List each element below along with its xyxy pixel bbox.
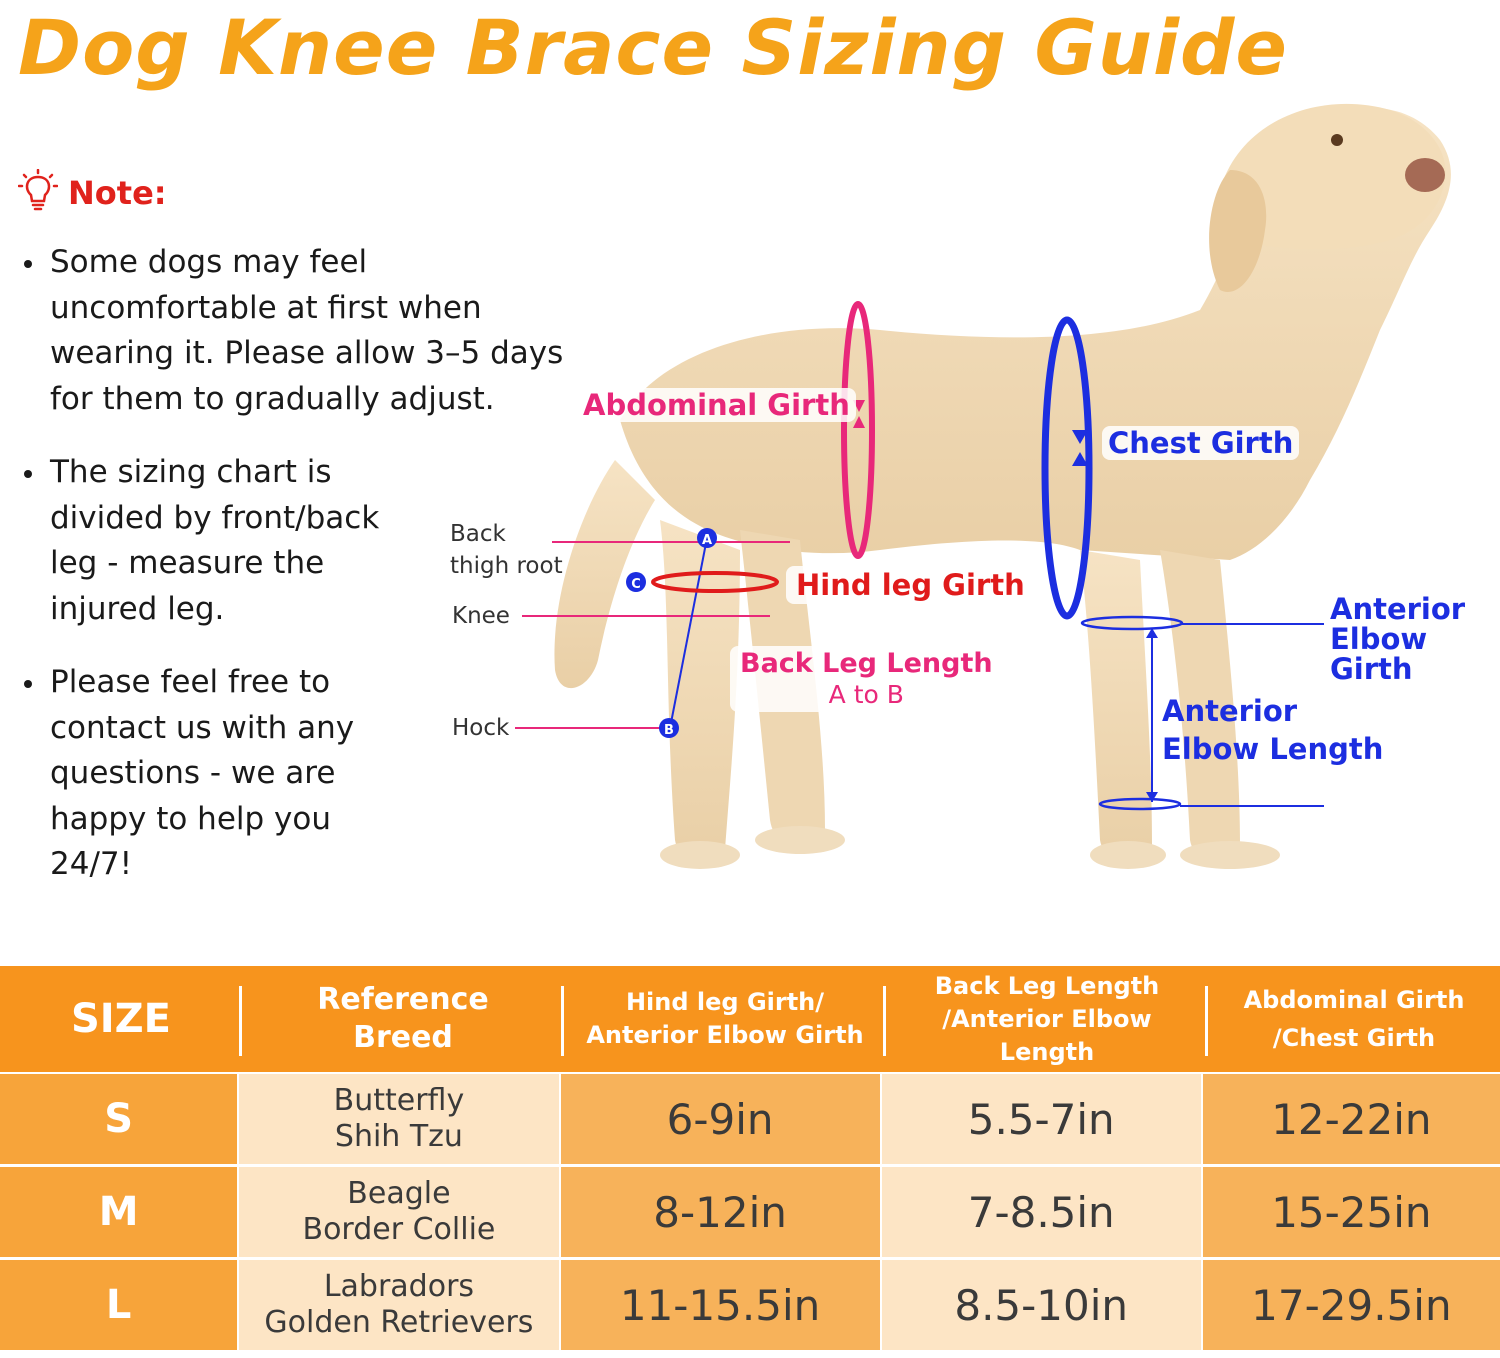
table-row	[0, 1074, 1500, 1164]
marker-b: B	[664, 723, 674, 738]
abd-cell: 17-29.5in	[1203, 1260, 1500, 1350]
knee-label: Knee	[452, 603, 510, 629]
back-cell: 7-8.5in	[882, 1167, 1201, 1257]
back-leg-length-label-group	[730, 646, 1003, 712]
back-leg-length-label: Back Leg Length	[740, 648, 993, 679]
abdominal-girth-label: Abdominal Girth	[577, 388, 856, 422]
breed-cell: Beagle Border Collie	[239, 1167, 558, 1257]
header-breed: Reference Breed	[242, 966, 564, 1072]
note-item: The sizing chart is divided by front/back leg - measure the injured leg.	[22, 450, 410, 632]
abd-cell: 15-25in	[1203, 1167, 1500, 1257]
a-to-b-label: A to B	[828, 680, 904, 709]
marker-a: A	[701, 533, 713, 548]
back-cell: 8.5-10in	[882, 1260, 1201, 1350]
page-title: Dog Knee Brace Sizing Guide	[18, 3, 1288, 92]
dog-illustration	[440, 80, 1500, 900]
hind-cell: 8-12in	[561, 1167, 880, 1257]
chest-girth-label: Chest Girth	[1102, 426, 1299, 460]
note-label: Note:	[68, 174, 167, 212]
size-cell: M	[0, 1167, 237, 1257]
header-hind: Hind leg Girth/ Anterior Elbow Girth	[564, 966, 886, 1072]
table-body	[0, 1074, 1500, 1353]
back-cell: 5.5-7in	[882, 1074, 1201, 1164]
hind-cell: 6-9in	[561, 1074, 880, 1164]
size-cell: S	[0, 1074, 237, 1164]
hock-label: Hock	[452, 715, 510, 741]
note-header	[18, 170, 167, 216]
anterior-elbow-girth-label: Anterior Elbow Girth	[1330, 594, 1466, 684]
hind-leg-girth-label: Hind leg Girth	[786, 566, 1035, 604]
breed-cell: Butterfly Shih Tzu	[239, 1074, 558, 1164]
table-header	[0, 966, 1500, 1072]
size-cell: L	[0, 1260, 237, 1350]
abd-cell: 12-22in	[1203, 1074, 1500, 1164]
table-row	[0, 1260, 1500, 1350]
hind-cell: 11-15.5in	[561, 1260, 880, 1350]
back-thigh-root-label: Back thigh root	[450, 521, 563, 579]
header-size: SIZE	[0, 966, 242, 1072]
anterior-elbow-length-label: Anterior Elbow Length	[1162, 694, 1384, 766]
note-item: Please feel free to contact us with any questions - we are happy to help you 24/7!	[22, 660, 410, 888]
marker-c: C	[631, 577, 641, 592]
lightbulb-icon	[18, 169, 58, 217]
note-item: Some dogs may feel uncomfortable at first when wearing it. Please allow 3–5 days for them to gradually adjust.	[22, 240, 570, 422]
header-abd: Abdominal Girth /Chest Girth	[1243, 986, 1465, 1052]
dog-diagram	[440, 80, 1500, 900]
breed-cell: Labradors Golden Retrievers	[239, 1260, 558, 1350]
table-row	[0, 1167, 1500, 1257]
sizing-table	[0, 966, 1500, 1358]
header-back: Back Leg Length /Anterior Elbow Length	[886, 966, 1208, 1072]
